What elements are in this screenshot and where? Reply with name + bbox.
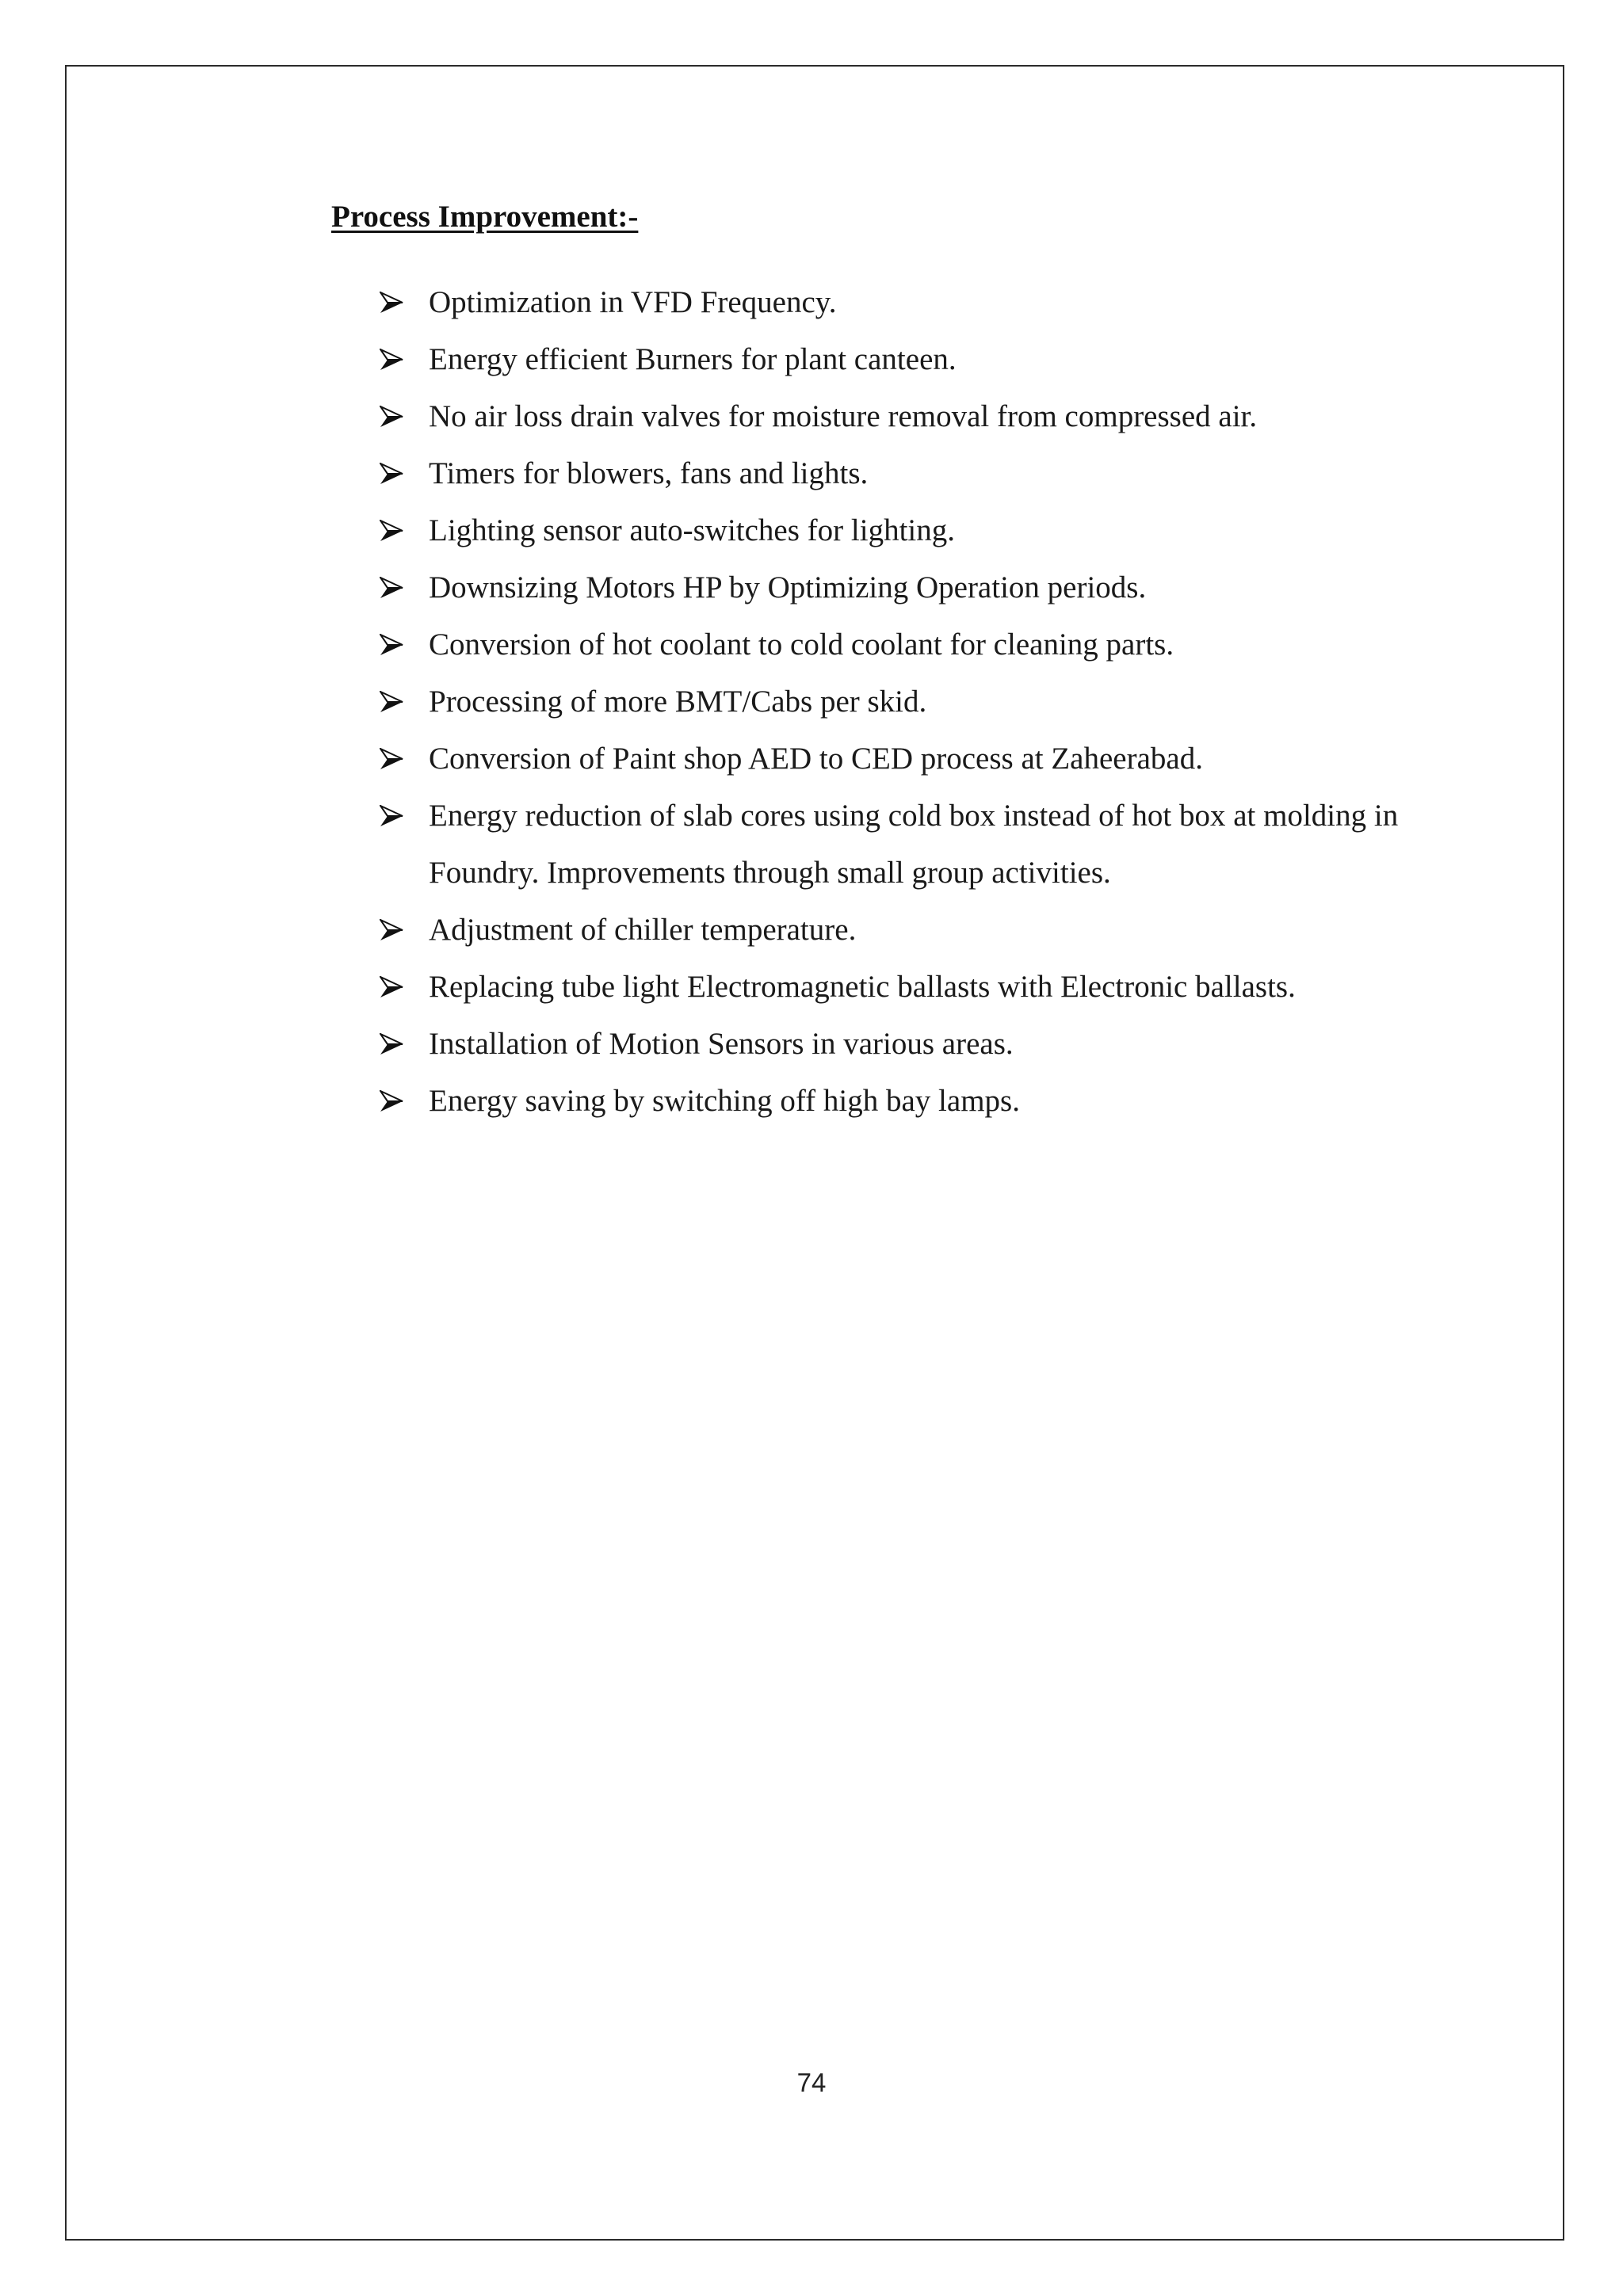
arrowhead-bullet-icon	[331, 502, 429, 559]
list-item-text: Downsizing Motors HP by Optimizing Operation periods.	[429, 570, 1147, 605]
list-item	[331, 959, 1457, 1016]
list-item-text: Conversion of hot coolant to cold coolant for cleaning parts.	[429, 627, 1174, 662]
list-item-text: Energy efficient Burners for plant canteen.	[429, 342, 957, 376]
arrowhead-bullet-icon	[331, 274, 429, 331]
list-item	[331, 788, 1457, 902]
arrowhead-bullet-icon	[331, 730, 429, 788]
arrowhead-bullet-icon	[331, 445, 429, 502]
list-item-text: Optimization in VFD Frequency.	[429, 285, 837, 319]
improvement-list	[331, 274, 1457, 1130]
arrowhead-bullet-icon	[331, 1073, 429, 1130]
arrowhead-bullet-icon	[331, 616, 429, 673]
section-title: Process Improvement:-	[331, 200, 639, 234]
arrowhead-bullet-icon	[331, 959, 429, 1016]
page-number: 74	[796, 2068, 827, 2097]
arrowhead-bullet-icon	[331, 559, 429, 616]
list-item	[331, 388, 1457, 445]
arrowhead-bullet-icon	[331, 388, 429, 445]
list-item-text: Replacing tube light Electromagnetic ballasts with Electronic ballasts.	[429, 970, 1296, 1004]
list-item	[331, 274, 1457, 331]
list-item	[331, 902, 1457, 959]
list-item	[331, 445, 1457, 502]
list-item-text: Adjustment of chiller temperature.	[429, 913, 857, 947]
list-item-text: Energy saving by switching off high bay lamps.	[429, 1084, 1020, 1118]
document-content	[331, 196, 1457, 1130]
list-item-text: Processing of more BMT/Cabs per skid.	[429, 685, 927, 719]
arrowhead-bullet-icon	[331, 1016, 429, 1073]
list-item	[331, 1073, 1457, 1130]
list-item-text: Conversion of Paint shop AED to CED process at Zaheerabad.	[429, 742, 1203, 776]
list-item-text: Timers for blowers, fans and lights.	[429, 456, 869, 490]
arrowhead-bullet-icon	[331, 673, 429, 730]
list-item	[331, 502, 1457, 559]
list-item-text: Lighting sensor auto-switches for lighting.	[429, 513, 955, 547]
list-item	[331, 616, 1457, 673]
arrowhead-bullet-icon	[331, 331, 429, 388]
list-item	[331, 673, 1457, 730]
list-item	[331, 559, 1457, 616]
list-item	[331, 730, 1457, 788]
arrowhead-bullet-icon	[331, 788, 429, 845]
list-item-text: Energy reduction of slab cores using cold box instead of hot box at molding in Foundry. Improvements through small group activities.	[429, 799, 1399, 890]
list-item-text: Installation of Motion Sensors in various areas.	[429, 1027, 1014, 1061]
list-item-text: No air loss drain valves for moisture removal from compressed air.	[429, 399, 1258, 433]
list-item	[331, 1016, 1457, 1073]
arrowhead-bullet-icon	[331, 902, 429, 959]
list-item	[331, 331, 1457, 388]
